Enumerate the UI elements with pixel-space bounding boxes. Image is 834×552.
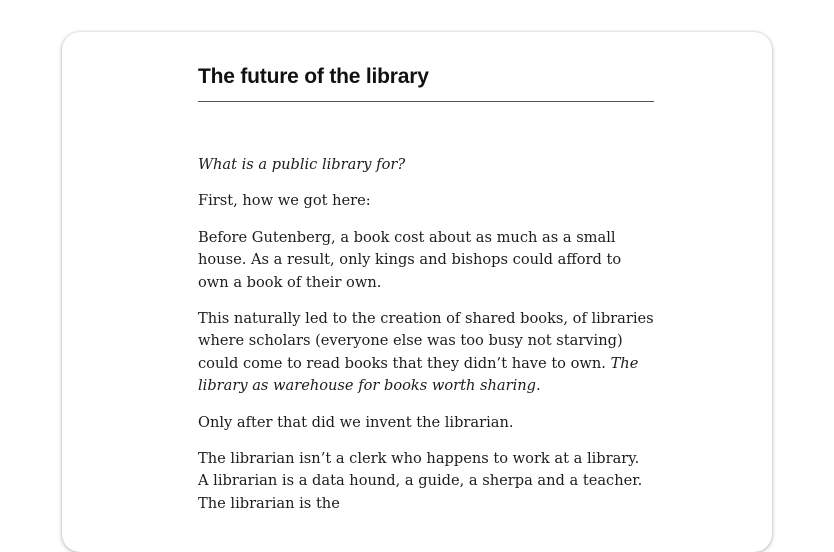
article-card xyxy=(62,32,772,552)
shared-books-emphasis: The library as warehouse for books worth sharing. xyxy=(198,354,639,395)
paragraph-librarian-role: The librarian isn’t a clerk who happens to work at a library. A librarian is a data hound, a guide, a sherpa and a teacher. The librarian is the xyxy=(198,450,643,512)
paragraph-gutenberg: Before Gutenberg, a book cost about as much as a small house. As a result, only kings and bishops could afford to own a book of their own. xyxy=(198,228,622,291)
shared-books-text: This naturally led to the creation of shared books, of libraries where scholars (everyone else was too busy not starving) could come to read books that they didn’t have to own. xyxy=(198,310,654,372)
question-text: What is a public library for? xyxy=(198,156,406,173)
paragraph-question xyxy=(198,154,654,176)
paragraph-intro: First, how we got here: xyxy=(198,192,371,210)
paragraph-librarian-invented: Only after that did we invent the librarian. xyxy=(198,413,514,431)
article-title: The future of the library xyxy=(198,65,429,88)
title-divider xyxy=(198,101,654,102)
article-body xyxy=(198,154,654,529)
paragraph-shared-books xyxy=(198,308,654,398)
